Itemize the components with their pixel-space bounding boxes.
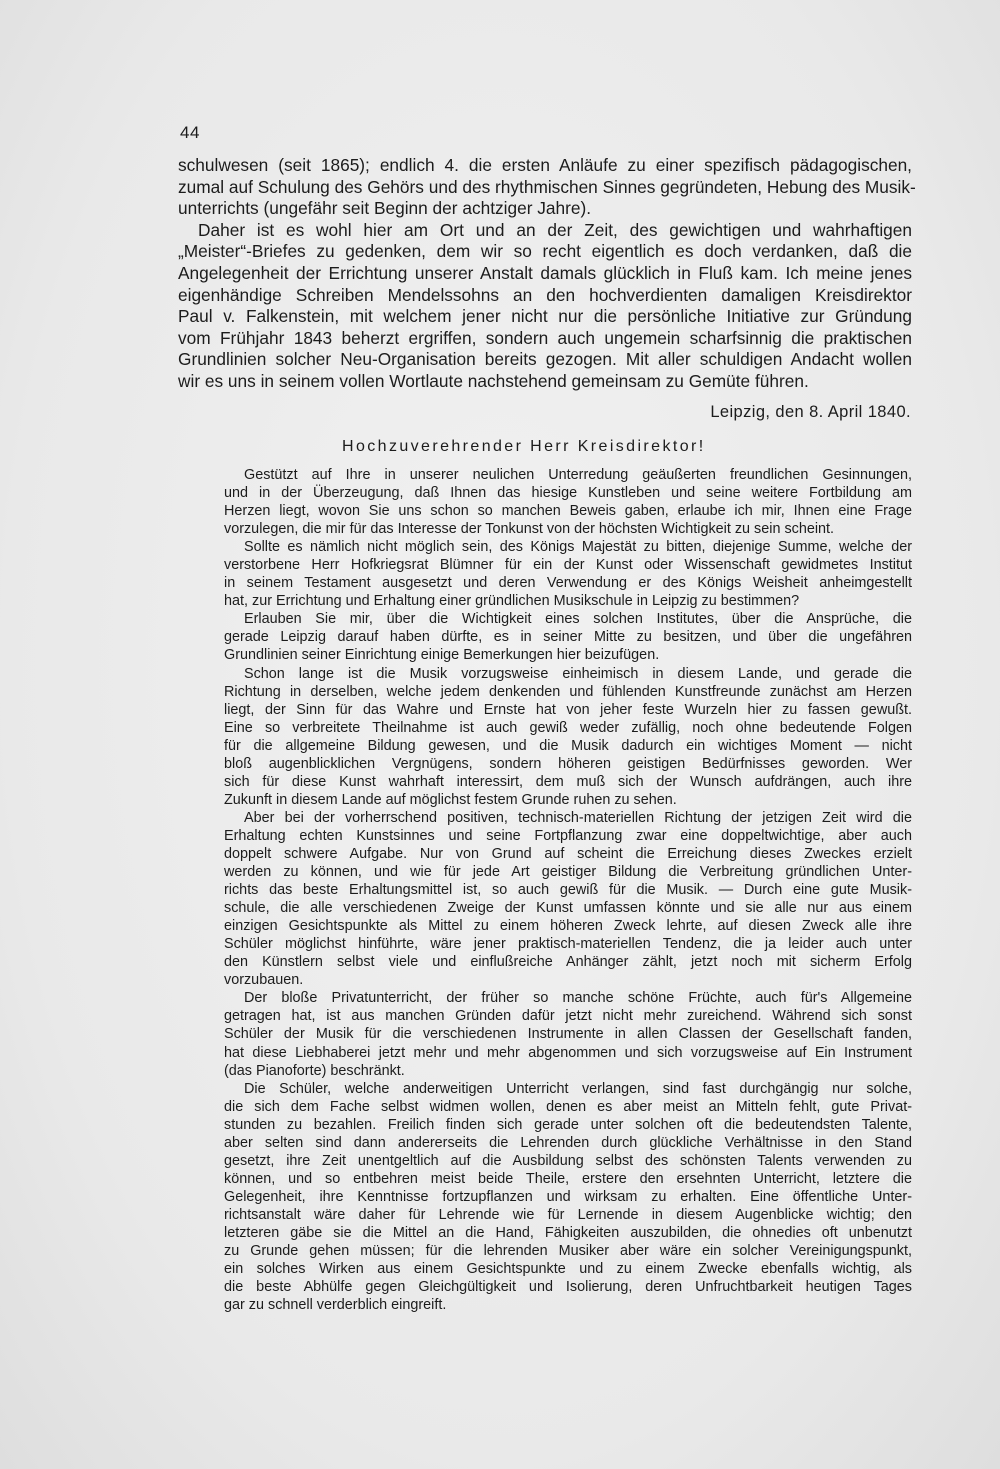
letter-text-line: vorzubauen.	[224, 972, 304, 989]
letter-text-line: Herzen liegt, wovon Sie uns schon so manchen Beweis gaben, erlaube ich mir, Ihnen eine Frage	[224, 503, 912, 520]
letter-text-line: hat diese Liebhaberei jetzt mehr und mehr abgenommen und sich vorzugsweise auf Ein Instrument	[224, 1044, 912, 1061]
intro-text-line: eigenhändige Schreiben Mendelssohns an den hochverdienten damaligen Kreisdirektor	[178, 284, 912, 305]
letter-text-line: gar zu schnell verderblich eingreift.	[224, 1297, 447, 1314]
letter-text-line: gesetzt, ihre Zeit unentgeltlich auf die Ausbildung selbst des schönsten Talents verwenden zu	[224, 1152, 912, 1169]
letter-text-line: Zukunft in diesem Lande auf möglichst festem Grunde ruhen zu sehen.	[224, 791, 677, 808]
letter-salutation: Hochzuverehrender Herr Kreisdirektor!	[342, 438, 706, 455]
letter-text-line: Erlauben Sie mir, über die Wichtigkeit eines solchen Institutes, über die Ansprüche, die	[244, 611, 912, 628]
letter-text-line: gerade Leipzig darauf haben dürfte, es in seiner Mitte zu besitzen, und über die ungefähren	[224, 629, 912, 646]
page-number: 44	[180, 123, 200, 142]
letter-text-line: und in der Überzeugung, daß Ihnen das hiesige Kunstleben und seine weitere Fortbildung am	[224, 485, 912, 502]
letter-text-line: ein solches Wirken aus einem Gesichtspunkte und zu einem Zwecke ebenfalls wichtig, als	[224, 1261, 912, 1278]
letter-text-line: Aber bei der vorherrschend positiven, technisch-materiellen Richtung der jetzigen Zeit wird die	[244, 809, 912, 826]
letter-text-line: Schüler möglichst hinführte, wäre jener praktisch-materiellen Tendenz, die ja leider auch unter	[224, 936, 912, 953]
letter-body	[224, 466, 912, 1314]
letter-text-line: vorzulegen, die mir für das Interesse der Tonkunst von der höchsten Wichtigkeit zu sein scheint.	[224, 521, 835, 538]
letter-text-line: getragen hat, ist aus manchen Gründen dafür jetzt nicht mehr zureichend. Während sich sonst	[224, 1008, 912, 1025]
intro-text-line: unterrichts (ungefähr seit Beginn der achtziger Jahre).	[178, 198, 592, 219]
letter-text-line: Grundlinien seiner Einrichtung einige Bemerkungen hier beizufügen.	[224, 647, 660, 664]
intro-text-line: vom Frühjahr 1843 beherzt ergriffen, sondern auch ungemein scharfsinnig die praktischen	[178, 327, 912, 348]
letter-text-line: für die allgemeine Bildung gewesen, und die Musik dadurch ein wichtiges Moment — nicht	[224, 737, 912, 754]
letter-text-line: bloß augenblicklichen Vergnügens, sondern höheren geistigen Bedürfnisses geworden. Wer	[224, 755, 912, 772]
letter-text-line: (das Pianoforte) beschränkt.	[224, 1062, 405, 1079]
intro-text-line: wir es uns in seinem vollen Wortlaute nachstehend gemeinsam zu Gemüte führen.	[178, 370, 809, 391]
letter-text-line: verstorbene Herr Hofkriegsrat Blümner für ein der Kunst oder Wissenschaft gewidmetes Institut	[224, 557, 912, 574]
letter-text-line: schule, die alle verschiedenen Zweige der Kunst umfassen könnte und sie alle nur aus einem	[224, 900, 912, 917]
letter-text-line: Richtung in derselben, welche jedem denkenden und fühlenden Kunstfreunde zunächst am Herzen	[224, 683, 912, 700]
letter-text-line: Schüler der Musik für die verschiedenen Instrumente in allen Classen der Gesellschaft fanden,	[224, 1026, 912, 1043]
letter-text-line: die beste Abhülfe gegen Gleichgültigkeit und Isolierung, deren Unfruchtbarkeit heutigen Tages	[224, 1279, 912, 1296]
letter-text-line: in seinem Testament ausgesetzt und deren Verwendung er des Königs Weisheit anheimgestellt	[224, 575, 912, 592]
letter-text-line: sich für diese Kunst wahrhaft interessirt, dem muß sich der Wunsch aufdrängen, auch ihre	[224, 773, 912, 790]
letter-text-line: richtsanstalt wäre daher für Lehrende wie für Lernende in diesem Augenblicke wichtig; den	[224, 1206, 912, 1223]
letter-text-line: hat, zur Errichtung und Erhaltung einer gründlichen Musikschule in Leipzig zu bestimmen?	[224, 593, 800, 610]
letter-text-line: Gestützt auf Ihre in unserer neulichen Unterredung geäußerten freundlichen Gesinnungen,	[244, 467, 912, 483]
intro-text-line: Daher ist es wohl hier am Ort und an der Zeit, des gewichtigen und wahrhaftigen	[198, 219, 912, 240]
letter-text-line: Gelegenheit, ihre Kenntnisse fortzupflanzen und wirksam zu erhalten. Eine öffentliche Unter-	[224, 1188, 912, 1205]
letter-text-line: richts das beste Erhaltungsmittel ist, so auch gewiß für die Musik. — Durch eine gute Musik-	[224, 882, 912, 899]
letter-text-line: stunden zu bezahlen. Freilich finden sich gerade unter solchen oft die bedeutendsten Talente,	[224, 1116, 912, 1133]
intro-text-line: schulwesen (seit 1865); endlich 4. die ersten Anläufe zu einer spezifisch pädagogischen,	[178, 155, 912, 175]
letter-text-line: liegt, der Sinn für das Wahre und Ernste hat von jeher feste Wurzeln hier zu fassen gewußt.	[224, 701, 912, 718]
letter-text-line: Die Schüler, welche anderweitigen Unterricht verlangen, sind fast durchgängig nur solche,	[244, 1080, 912, 1097]
intro-text-line: zumal auf Schulung des Gehörs und des rhythmischen Sinnes gegründeten, Hebung des Musik-	[178, 176, 916, 197]
letter-dateline: Leipzig, den 8. April 1840.	[710, 403, 911, 421]
letter-text-line: können, und so entbehren meist beide Theile, erstere den ersehnten Unterricht, letztere die	[224, 1170, 912, 1187]
letter-text-line: Der bloße Privatunterricht, der früher so manche schöne Früchte, auch für's Allgemeine	[244, 990, 912, 1007]
letter-text-line: aber selten sind dann andererseits die Lehrenden durch glückliche Verhältnisse in den Stand	[224, 1134, 912, 1151]
letter-text-line: Eine so verbreitete Theilnahme ist auch gewiß weder zufällig, noch ohne bedeutende Folgen	[224, 719, 912, 736]
intro-text-line: Grundlinien solcher Neu-Organisation bereits gezogen. Mit aller schuldigen Andacht wollen	[178, 349, 912, 370]
intro-paragraphs	[178, 155, 916, 393]
letter-text-line: Schon lange ist die Musik vorzugsweise einheimisch in diesem Lande, und gerade die	[244, 665, 912, 682]
letter-text-line: werden zu können, und wie für jede Art geistiger Bildung die Verbreitung gründlichen Unter-	[224, 864, 912, 881]
letter-text-line: doppelt schwere Aufgabe. Nur von Grund auf scheint die Erreichung dieses Zweckes erzielt	[224, 845, 912, 862]
letter-text-line: zu Grunde gehen müssen; für die lehrenden Musiker aber wäre ein solcher Vereinigungspunkt,	[224, 1243, 912, 1260]
letter-text-line: die sich dem Fache selbst widmen wollen, denen es aber meist an Mitteln fehlt, gute Privat-	[224, 1098, 912, 1115]
letter-text-line: Erhaltung echten Kunstsinnes und seine Fortpflanzung zwar eine doppeltwichtige, aber auch	[224, 827, 912, 844]
letter-text-line: letzteren gäbe sie die Mittel an die Hand, Fähigkeiten auszubilden, die ohnedies oft unbenutzt	[224, 1224, 912, 1241]
intro-text-line: Angelegenheit der Errichtung unserer Anstalt damals glücklich in Fluß kam. Ich meine jenes	[178, 262, 912, 283]
letter-text-line: Sollte es nämlich nicht möglich sein, des Königs Majestät zu bitten, diejenige Summe, welche der	[244, 539, 912, 556]
letter-text-line: den Künstlern selbst viele und einflußreiche Anhänger zählt, jetzt noch mit sicherm Erfolg	[224, 954, 912, 971]
intro-text-line: Paul v. Falkenstein, mit welchem jener nicht nur die persönliche Initiative zur Gründung	[178, 306, 912, 327]
letter-text-line: einzigen Gesichtspunkte als Mittel zu einem höheren Zweck lehrte, auf diesen Zweck alle ihre	[224, 918, 912, 935]
intro-text-line: „Meister“-Briefes zu gedenken, dem wir so recht eigentlich es doch verdanken, daß die	[178, 241, 912, 262]
